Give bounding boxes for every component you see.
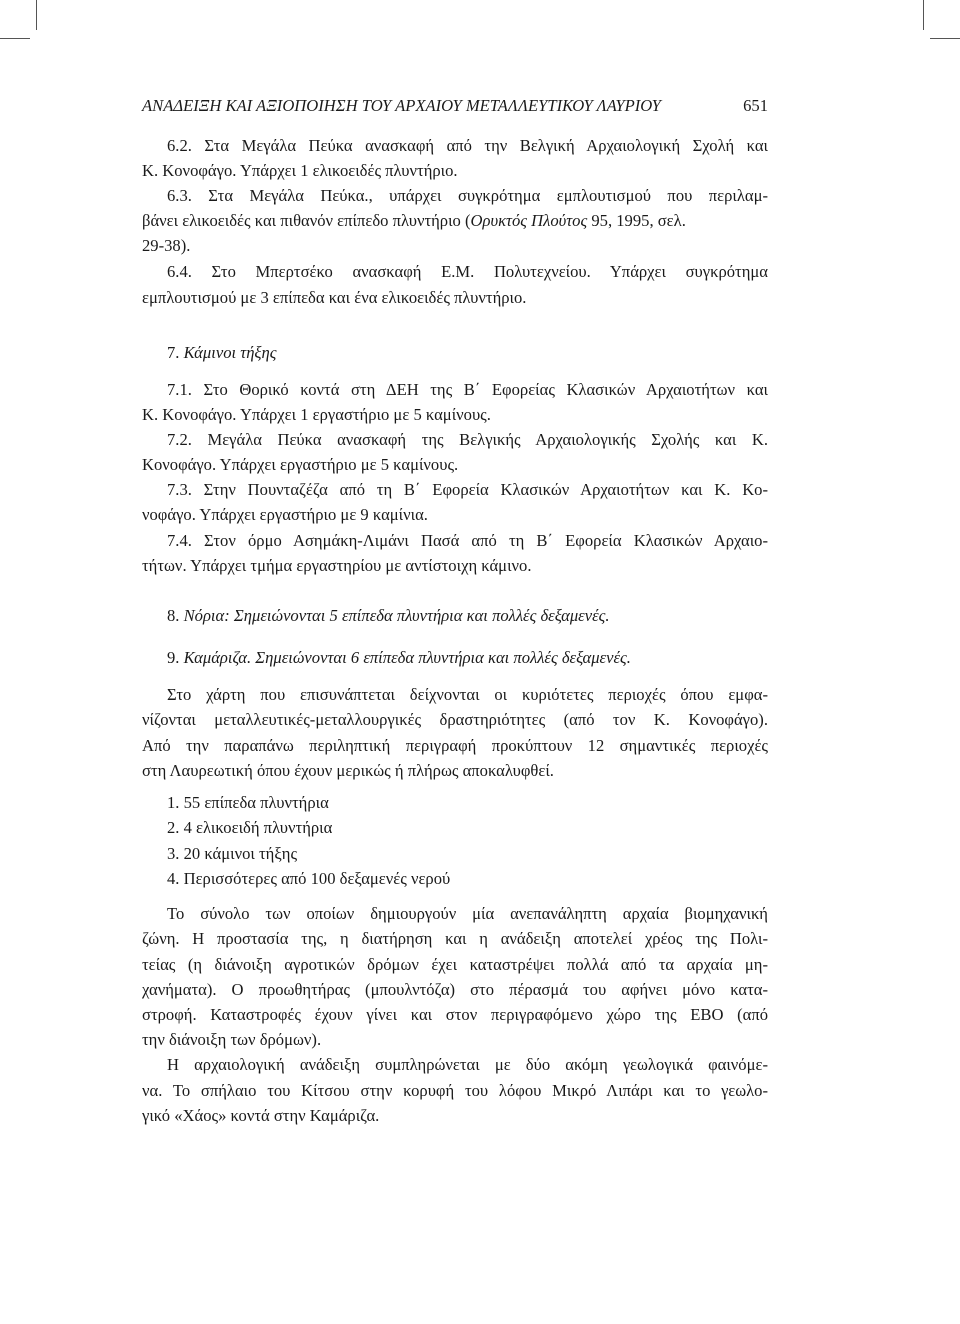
journal-title: Ορυκτός Πλούτος [470, 211, 588, 230]
item-6-3-line: 6.3. Στα Μεγάλα Πεύκα., υπάρχει συγκρότημα εμπλουτισμού που περιλαμ- [167, 186, 768, 205]
paragraph-line: τείας (η διάνοιξη αγροτικών δρόμων έχει καταστρέψει πολλά από τα αρχαία μη- [142, 955, 768, 974]
item-7-4-line: 7.4. Στον όρμο Ασημάκη-Λιμάνι Πασά από τη Β΄ Εφορεία Κλασικών Αρχαιο- [167, 531, 768, 550]
item-7-1-line: Κ. Κονοφάγο. Υπάρχει 1 εργαστήριο με 5 καμίνους. [142, 405, 491, 424]
paragraph-line: στη Λαυρεωτική όπου έχουν μερικώς ή πλήρως αποκαλυφθεί. [142, 761, 554, 780]
item-6-4-line: 6.4. Στο Μπερτσέκο ανασκαφή Ε.Μ. Πολυτεχνείου. Υπάρχει συγκρότημα [167, 262, 768, 281]
item-7-2-line: 7.2. Μεγάλα Πεύκα ανασκαφή της Βελγικής Αρχαιολογικής Σχολής και Κ. [167, 430, 768, 449]
section-9-number: 9. [167, 648, 184, 667]
paragraph-line: Από την παραπάνω περιληπτική περιγραφή προκύπτουν 12 σημαντικές περιοχές [142, 736, 768, 755]
paragraph-line: στροφή. Καταστροφές έχουν γίνει και στον περιγραφόμενο χώρο της ΕΒΟ (από [142, 1005, 768, 1024]
crop-mark [923, 0, 924, 30]
paragraph-line: γικό «Χάος» κοντά στην Καμάριζα. [142, 1106, 380, 1125]
running-head-title: ΑΝΑΔΕΙΞΗ ΚΑΙ ΑΞΙΟΠΟΙΗΣΗ ΤΟΥ ΑΡΧΑΙΟΥ ΜΕΤΑΛΛΕΥΤΙΚΟΥ ΛΑΥΡΙΟΥ [142, 96, 661, 115]
paragraph-line: νίζονται μεταλλευτικές-μεταλλουργικές δραστηριότητες (από τον Κ. Κονοφάγο). [142, 710, 768, 729]
page-number: 651 [743, 96, 768, 115]
list-item: 3. 20 κάμινοι τήξης [167, 844, 298, 863]
item-6-3-text: 95, 1995, σελ. [587, 211, 686, 230]
section-7-number: 7. [167, 343, 184, 362]
item-7-4-line: τήτων. Υπάρχει τμήμα εργαστηρίου με αντίστοιχη κάμινο. [142, 556, 532, 575]
paragraph-line: Το σύνολο των οποίων δημιουργούν μία ανεπανάληπτη αρχαία βιομηχανική [167, 904, 768, 923]
item-6-3-line [142, 211, 768, 231]
running-head [142, 96, 768, 116]
paragraph-line: Η αρχαιολογική ανάδειξη συμπληρώνεται με δύο ακόμη γεωλογικά φαινόμε- [167, 1055, 768, 1074]
item-6-4-line: εμπλουτισμού με 3 επίπεδα και ένα ελικοειδές πλυντήριο. [142, 288, 527, 307]
item-6-2-line: 6.2. Στα Μεγάλα Πεύκα ανασκαφή από την Βελγική Αρχαιολογική Σχολή και [167, 136, 768, 155]
list-item: 1. 55 επίπεδα πλυντήρια [167, 793, 329, 812]
list-item: 2. 4 ελικοειδή πλυντήρια [167, 818, 333, 837]
item-7-1-line: 7.1. Στο Θορικό κοντά στη ΔΕΗ της Β΄ Εφορείας Κλασικών Αρχαιοτήτων και [167, 380, 768, 399]
section-9-text: Καμάριζα. Σημειώνονται 6 επίπεδα πλυντήρια και πολλές δεξαμενές. [183, 648, 631, 667]
section-8 [167, 606, 768, 626]
crop-mark [0, 38, 30, 39]
item-7-2-line: Κονοφάγο. Υπάρχει εργαστήριο με 5 καμίνους. [142, 455, 459, 474]
section-7-heading [167, 343, 768, 363]
paragraph-line: Στο χάρτη που επισυνάπτεται δείχνονται οι κυριότετες περιοχές όπου εμφα- [167, 685, 768, 704]
section-9 [167, 648, 768, 668]
item-6-2-line: Κ. Κονοφάγο. Υπάρχει 1 ελικοειδές πλυντήριο. [142, 161, 458, 180]
section-8-number: 8. [167, 606, 184, 625]
item-7-3-line: νοφάγο. Υπάρχει εργαστήριο με 9 καμίνια. [142, 505, 428, 524]
crop-mark [930, 38, 960, 39]
crop-mark [36, 0, 37, 30]
section-8-text: Νόρια: Σημειώνονται 5 επίπεδα πλυντήρια και πολλές δεξαμενές. [183, 606, 610, 625]
paragraph-line: να. Το σπήλαιο του Κίτσου στην κορυφή του λόφου Μικρό Λιπάρι και το γεωλο- [142, 1081, 768, 1100]
section-7-title: Κάμινοι τήξης [183, 343, 277, 362]
item-6-3-line: 29-38). [142, 236, 191, 255]
item-6-3-text: βάνει ελικοειδές και πιθανόν επίπεδο πλυντήριο ( [142, 211, 471, 230]
item-7-3-line: 7.3. Στην Πουνταζέζα από τη Β΄ Εφορεία Κλασικών Αρχαιοτήτων και Κ. Κο- [167, 480, 768, 499]
paragraph-line: χανήματα). Ο προωθητήρας (μπουλντόζα) στο πέρασμά του αφήνει μόνο κατα- [142, 980, 768, 999]
paragraph-line: ζώνη. Η προστασία της, η διατήρηση και η ανάδειξη αποτελεί χρέος της Πολι- [142, 929, 768, 948]
list-item: 4. Περισσότερες από 100 δεξαμενές νερού [167, 869, 451, 888]
paragraph-line: την διάνοιξη των δρόμων). [142, 1030, 322, 1049]
